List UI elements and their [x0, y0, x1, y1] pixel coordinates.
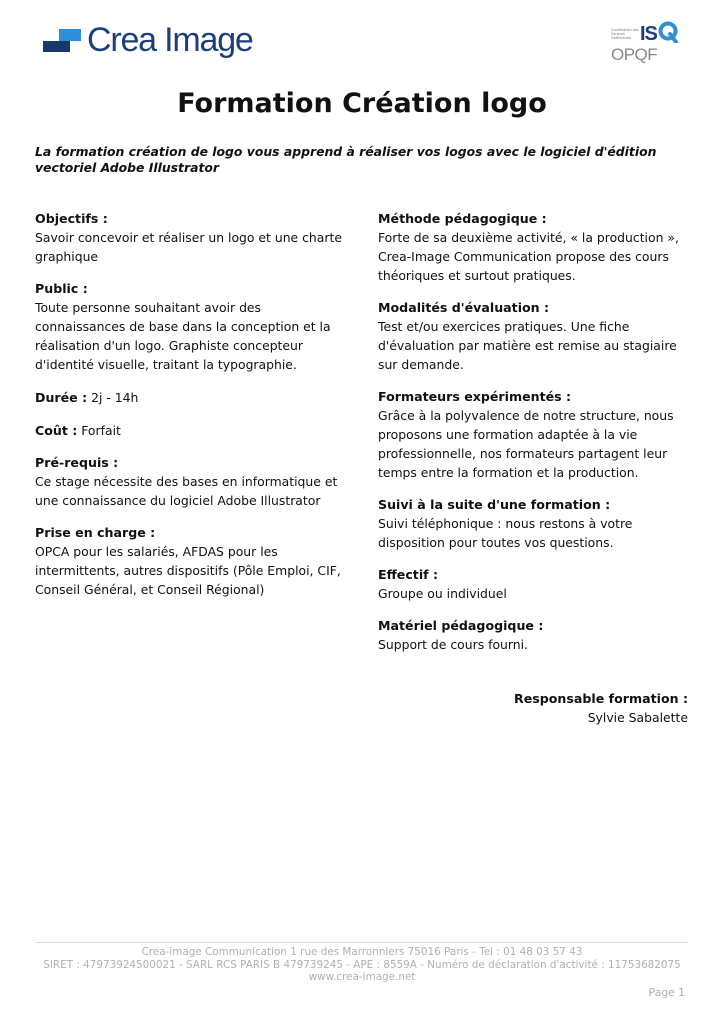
logo-square-light	[59, 29, 81, 41]
section-objectifs	[35, 209, 355, 266]
brand-name: Crea Image	[87, 21, 253, 59]
right-column	[378, 209, 698, 667]
footer	[0, 946, 724, 984]
cert-is-text: IS	[640, 23, 657, 45]
section-body: Suivi téléphonique : nous restons à votre disposition pour toutes vos questions.	[378, 516, 633, 550]
crea-image-logo	[43, 21, 263, 66]
section-materiel	[378, 616, 698, 654]
section-modalites	[378, 298, 698, 374]
section-cout	[35, 420, 355, 440]
intro-text: La formation création de logo vous apprend à réaliser vos logos avec le logiciel d'édition vectoriel Adobe Illustrator	[35, 144, 657, 175]
section-body: Groupe ou individuel	[378, 586, 507, 601]
section-body: Test et/ou exercices pratiques. Une fiche d'évaluation par matière est remise au stagiaire sur demande.	[378, 319, 677, 372]
cert-q-icon	[658, 21, 680, 43]
section-prerequis	[35, 453, 355, 510]
section-heading: Pré-requis :	[35, 455, 119, 470]
section-body: OPCA pour les salariés, AFDAS pour les intermittents, autres dispositifs (Pôle Emploi, CIF, Conseil Général, et Conseil Régional)	[35, 544, 341, 597]
section-effectif	[378, 565, 698, 603]
section-duree	[35, 387, 355, 407]
section-heading: Matériel pédagogique :	[378, 618, 544, 633]
page-title: Formation Création logo	[177, 88, 547, 119]
responsable-name: Sylvie Sabalette	[587, 710, 688, 725]
responsable-formation	[514, 689, 688, 727]
cert-small-text: Qualification des Services Intellectuels	[611, 28, 639, 40]
footer-website-link[interactable]: www.crea-image.net	[308, 971, 416, 984]
isq-opqf-certification-logo	[611, 25, 685, 67]
section-heading: Effectif :	[378, 567, 439, 582]
page-number: Page 1	[648, 986, 685, 999]
section-heading: Prise en charge :	[35, 525, 156, 540]
section-heading: Coût :	[35, 423, 78, 438]
section-heading: Méthode pédagogique :	[378, 211, 547, 226]
section-public	[35, 279, 355, 374]
section-formateurs	[378, 387, 698, 482]
section-body: Support de cours fourni.	[378, 637, 528, 652]
section-body: Forte de sa deuxième activité, « la production », Crea-Image Communication propose des cours théoriques et surtout pratiques.	[378, 230, 679, 283]
section-heading: Suivi à la suite d'une formation :	[378, 497, 611, 512]
footer-divider	[35, 942, 688, 943]
section-heading: Public :	[35, 281, 88, 296]
section-body: 2j - 14h	[87, 390, 139, 405]
footer-legal: SIRET : 47973924500021 - SARL RCS PARIS B 479739245 - APE : 8559A - Numéro de déclaration d'activité : 11753682075	[43, 958, 681, 971]
section-body: Ce stage nécessite des bases en informatique et une connaissance du logiciel Adobe Illustrator	[35, 474, 338, 508]
left-column	[35, 209, 355, 612]
footer-address: Crea-image Communication 1 rue des Marronniers 75016 Paris - Tel : 01 48 03 57 43	[141, 946, 583, 958]
cert-opqf-text: OPQF	[611, 45, 658, 64]
section-methode	[378, 209, 698, 285]
section-suivi	[378, 495, 698, 552]
section-body: Forfait	[77, 423, 121, 438]
section-prise-en-charge	[35, 523, 355, 599]
section-body: Grâce à la polyvalence de notre structure, nous proposons une formation adaptée à la vie professionnelle, nos formateurs partagent leur temps entre la formation et la production.	[378, 408, 674, 480]
section-heading: Modalités d'évaluation :	[378, 300, 550, 315]
section-body: Toute personne souhaitant avoir des connaissances de base dans la conception et la réalisation d'un logo. Graphiste concepteur d'identité visuelle, traitant la typographie.	[35, 300, 331, 372]
logo-square-dark	[43, 41, 70, 52]
section-heading: Objectifs :	[35, 211, 108, 226]
section-body: Savoir concevoir et réaliser un logo et une charte graphique	[35, 230, 342, 264]
section-heading: Formateurs expérimentés :	[378, 389, 572, 404]
section-heading: Durée :	[35, 390, 88, 405]
responsable-heading: Responsable formation :	[514, 691, 688, 706]
